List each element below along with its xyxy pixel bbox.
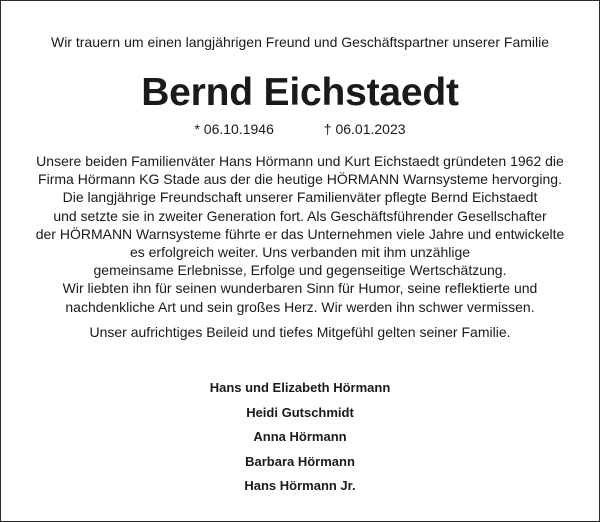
death-date: † 06.01.2023 (323, 121, 406, 137)
birth-date: * 06.10.1946 (194, 121, 274, 137)
tribute-line: Unsere beiden Familienväter Hans Hörmann und Kurt Eichstaedt gründeten 1962 die (36, 153, 564, 169)
tribute-text (1, 152, 599, 316)
signer-name: Barbara Hörmann (245, 453, 355, 469)
tribute-line: und setzte sie in zweiter Generation fort. Als Geschäftsführender Gesellschafter (53, 207, 547, 224)
signer-name: Heidi Gutschmidt (246, 404, 354, 420)
tribute-line: der HÖRMANN Warnsysteme führte er das Unternehmen viele Jahre und entwickelte (35, 225, 565, 242)
tribute-line: Die langjährige Freundschaft unserer Familienväter pflegte Bernd Eichstaedt (62, 189, 538, 206)
tribute-line: es erfolgreich weiter. Uns verbanden mit ihm unzählige (129, 244, 471, 261)
tribute-line: Wir liebten ihn für seinen wunderbaren Sinn für Humor, seine reflektierte und (62, 280, 538, 297)
signer-name: Hans Hörmann Jr. (244, 478, 356, 493)
life-dates (1, 120, 599, 138)
tribute-line: gemeinsame Erlebnisse, Erfolge und gegenseitige Wertschätzung. (93, 262, 507, 279)
intro-text: Wir trauern um einen langjährigen Freund und Geschäftspartner unserer Familie (50, 34, 550, 50)
tribute-line: nachdenkliche Art und sein großes Herz. Wir werden ihn schwer vermissen. (65, 298, 535, 315)
signer-name: Anna Hörmann (253, 429, 347, 444)
condolence-text: Unser aufrichtiges Beileid und tiefes Mitgefühl gelten seiner Familie. (89, 324, 511, 340)
signer-name: Hans und Elizabeth Hörmann (209, 380, 391, 395)
tribute-line: Firma Hörmann KG Stade aus der die heutige HÖRMANN Warnsysteme hervorging. (38, 171, 562, 188)
signers-list (1, 376, 599, 499)
deceased-name: Bernd Eichstaedt (141, 71, 459, 114)
